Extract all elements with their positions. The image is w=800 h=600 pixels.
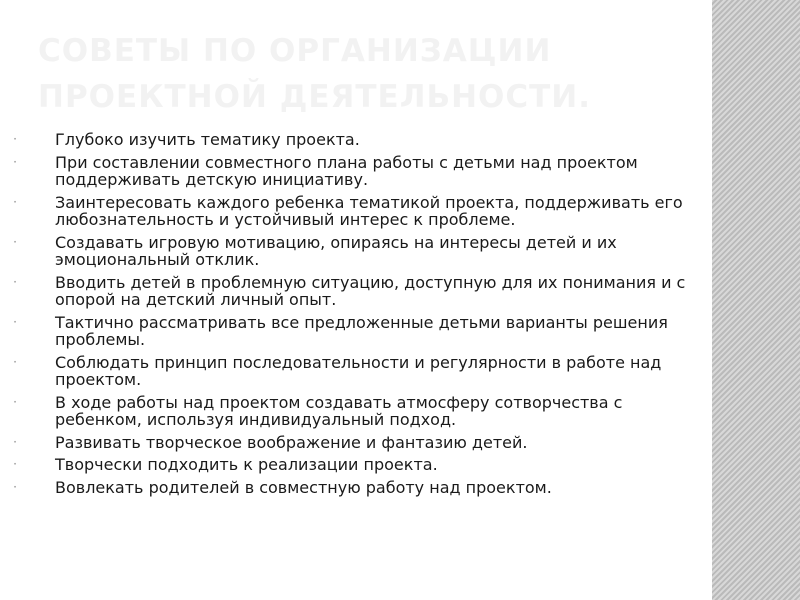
tip-text: При составлении совместного плана работы с детьми над проектом поддерживать детскую инициативу. [55,152,638,189]
dot-bullet-icon: · [13,234,17,249]
list-item [0,394,712,429]
dot-bullet-icon: · [13,132,17,146]
tip-text: Творчески подходить к реализации проекта. [55,455,438,474]
list-item [0,456,712,474]
tip-text: В ходе работы над проектом создавать атмосферу сотворчества с ребенком, используя индивидуальный подход. [55,392,623,429]
list-item [0,131,712,149]
tip-text: Создавать игровую мотивацию, опираясь на интересы детей и их эмоциональный отклик. [55,232,617,269]
decorative-side-panel [712,0,800,600]
tip-text: Глубоко изучить тематику проекта. [55,130,360,149]
list-item [0,314,712,349]
list-item [0,274,712,309]
tip-text: Вовлекать родителей в совместную работу над проектом. [55,477,552,497]
dot-bullet-icon: · [13,194,17,209]
list-item [0,434,712,452]
tip-text: Тактично рассматривать все предложенные детьми варианты решения проблемы. [55,312,668,349]
list-item [0,479,712,497]
list-item [0,194,712,229]
dot-bullet-icon: · [13,354,17,369]
tip-text: Развивать творческое воображение и фантазию детей. [55,432,528,452]
dot-bullet-icon: · [13,394,17,409]
dot-bullet-icon: · [13,154,17,169]
tip-text: Соблюдать принцип последовательности и регулярности в работе над проектом. [55,352,662,389]
slide-title: СОВЕТЫ ПО ОРГАНИЗАЦИИ ПРОЕКТНОЙ ДЕЯТЕЛЬНОСТИ. [38,33,591,115]
tip-text: Вводить детей в проблемную ситуацию, доступную для их понимания и с опорой на детский личный опыт. [55,272,686,309]
dot-bullet-icon: · [13,457,17,471]
list-item [0,154,712,189]
dot-bullet-icon: · [13,314,17,329]
dot-bullet-icon: · [13,479,17,494]
list-item [0,234,712,269]
tip-text: Заинтересовать каждого ребенка тематикой проекта, поддерживать его любознательность и устойчивый интерес к проблеме. [55,192,683,229]
dot-bullet-icon: · [13,274,17,289]
list-item [0,354,712,389]
tips-list [0,131,712,496]
dot-bullet-icon: · [13,434,17,449]
